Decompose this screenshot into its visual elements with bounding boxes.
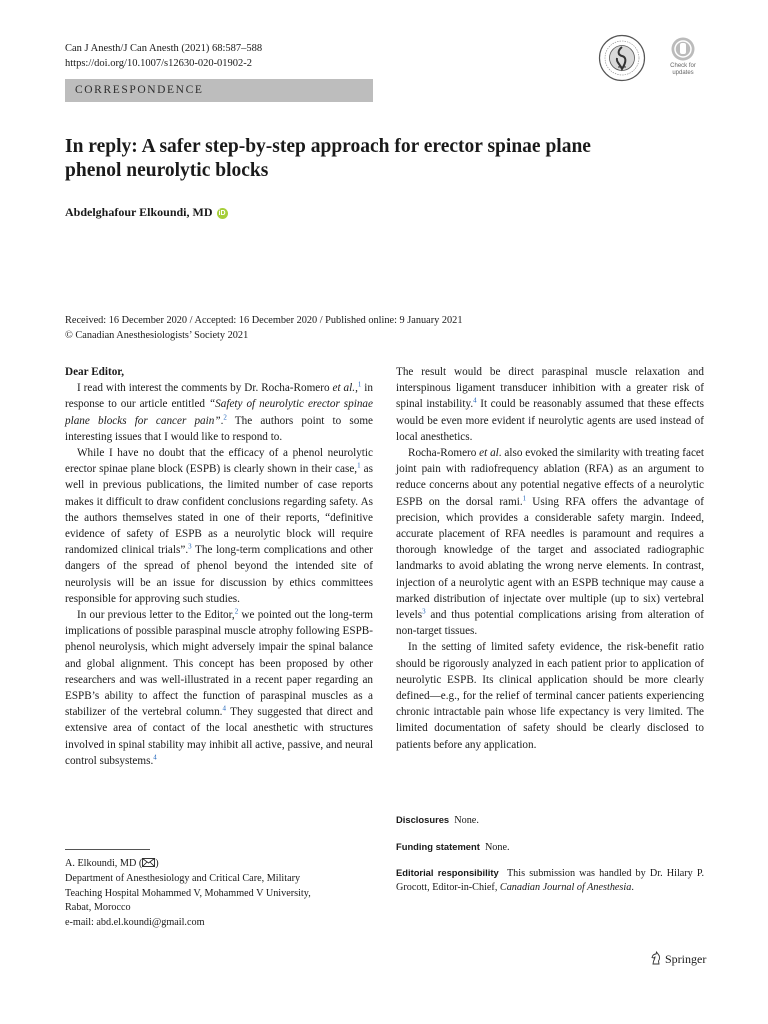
disclosures-label: Disclosures	[396, 814, 450, 825]
citation-ref[interactable]: 1	[357, 461, 361, 470]
citation-ref[interactable]: 4	[473, 396, 477, 405]
editorial-responsibility	[396, 866, 704, 895]
text: Rocha-Romero	[408, 447, 480, 460]
text: The result would be direct paraspinal muscle relaxation and interspinous ligament transducer inhibition with a greater risk of spinal instability.	[396, 366, 704, 411]
publisher-logo	[650, 951, 706, 967]
citation-ref[interactable]: 1	[522, 493, 527, 502]
affiliation-name-line	[65, 857, 375, 872]
running-header	[65, 41, 262, 71]
orcid-icon[interactable]: iD	[218, 210, 226, 217]
journal-name: Canadian Journal of Anesthesia	[499, 882, 632, 893]
text: The long-term complications and other dangers of the spread of phenol beyond the intended site of neurolysis will be an issue for discussion by ethics committees responsible for approving such studies.	[65, 544, 373, 605]
affiliation-line: Rabat, Morocco	[65, 902, 131, 914]
text: Using RFA offers the advantage of precision, which provides a considerable safety margin. Indeed, accurate placement of RFA needles is paramount and requires a thorough knowledge of the target and associated radiographic landmarks to avoid ablating the wrong nerve elements. In contrast, injection of a neurolytic agent with an ESPB technique may cause a marked distribution of injectate over multiple (up to six) vertebral levels	[396, 495, 705, 622]
paragraph-3	[65, 607, 373, 769]
citation-ref[interactable]: 3	[188, 542, 192, 551]
citation-ref[interactable]: 2	[223, 412, 227, 421]
author-affiliation	[65, 857, 375, 931]
left-column	[65, 364, 373, 769]
check-label-line1: Check for	[670, 63, 696, 69]
author-line	[65, 205, 228, 220]
doi-link[interactable]: https://doi.org/10.1007/s12630-020-01902-2	[65, 58, 253, 69]
paragraph-2	[65, 445, 373, 607]
text: and thus potential complications arising from alteration of non-target tissues.	[396, 609, 704, 638]
check-label-line2: updates	[672, 69, 694, 76]
text: et al	[479, 447, 499, 460]
text: et al.	[332, 382, 356, 395]
text: in response to our article entitled	[65, 382, 374, 411]
text: ,	[355, 382, 358, 395]
paragraph-5: In the setting of limited safety evidence, the risk-benefit ratio should be rigorously analyzed in each patient prior to application of neurolytic ESPB. Its clinical application should be more clearly defined—e.g., for the relief of terminal cancer patients experiencing chronic intractable pain whose life expectancy is very limited. The limited documentation of safety should be clearly disclosed to patients before any application.	[396, 641, 704, 751]
affiliation-name: A. Elkoundi, MD (	[65, 858, 143, 869]
disclosures-text: None.	[454, 815, 479, 826]
category-banner	[65, 79, 373, 102]
publisher-name: Springer	[665, 952, 707, 966]
envelope-icon[interactable]	[142, 858, 155, 867]
text: The authors point to some interesting issues that I would like to respond to.	[65, 414, 373, 443]
title-line-1: In reply: A safer step-by-step approach for erector spinae plane	[65, 136, 591, 157]
citation-ref[interactable]: 4	[222, 704, 226, 713]
disclosures	[396, 813, 704, 828]
text: )	[155, 858, 159, 869]
text: .	[631, 882, 634, 893]
citation-ref[interactable]: 2	[234, 607, 239, 616]
copyright-line: © Canadian Anesthesiologists’ Society 2021	[65, 329, 249, 341]
springer-knight-icon	[650, 951, 662, 965]
affiliation-line: Teaching Hospital Mohammed V, Mohammed V University,	[65, 887, 311, 899]
right-column	[396, 364, 704, 753]
editorial-label: Editorial responsibility	[396, 867, 499, 878]
text: as well in previous publications, the limited number of case reports makes it difficult to draw confident conclusions regarding safety. As the authors themselves stated in one of their reports, “definitive evidence of safety of ESPB as a neurolytic block will require randomized clinical trials”.	[65, 463, 373, 557]
affiliation-line: Department of Anesthesiology and Critical Care, Military	[65, 872, 301, 884]
article-title	[65, 135, 725, 183]
funding-text: None.	[484, 842, 510, 853]
funding-label: Funding statement	[396, 841, 480, 852]
society-seal-logo	[598, 34, 646, 82]
editorial-text: This submission was handled by Dr. Hilary P. Grocott, Editor-in-Chief,	[396, 868, 704, 893]
journal-citation: Can J Anesth/J Can Anesth (2021) 68:587–588	[65, 43, 263, 54]
funding-statement	[396, 840, 704, 855]
author-name: Abdelghafour Elkoundi, MD	[65, 205, 213, 219]
check-updates-icon	[664, 36, 702, 63]
text: It could be reasonably assumed that these effects would be even more evident if neurolytic agents are used instead of local anesthetics.	[396, 398, 704, 443]
text: While I have no doubt that the efficacy of a phenol neurolytic erector spinae plane block (ESPB) is clearly shown in their case,	[65, 447, 373, 476]
dates-line: Received: 16 December 2020 / Accepted: 16 December 2020 / Published online: 9 January 2021	[65, 315, 463, 326]
publication-dates	[65, 314, 462, 343]
citation-ref[interactable]: 4	[153, 753, 157, 762]
title-line-2: phenol neurolytic blocks	[65, 160, 269, 181]
check-updates-label	[664, 63, 702, 76]
text: .	[220, 414, 224, 427]
paragraph-1	[65, 380, 373, 445]
text: In our previous letter to the Editor,	[77, 609, 235, 622]
paragraph-4	[396, 445, 704, 639]
check-for-updates-badge[interactable]	[664, 36, 702, 86]
salutation-text: Dear Editor,	[65, 366, 125, 378]
text: we pointed out the long-term implications of possible paraspinal muscle atrophy following ESPB-phenol neurolysis, which might adversely impair the spinal balance and global alignment. This concept has been proposed by other researchers and was well-illustrated in a recent paper regarding an ESPB’s ability to affect the function of paraspinal muscles as a stabilizer of the vertebral column.	[65, 609, 373, 719]
citation-ref[interactable]: 1	[357, 380, 362, 389]
footnote-divider	[65, 849, 150, 850]
paragraph-3-continued	[396, 364, 704, 445]
author-email[interactable]: e-mail: abd.el.koundi@gmail.com	[65, 917, 205, 929]
text: I read with interest the comments by Dr. Rocha-Romero	[77, 382, 330, 395]
cited-title: “Safety of neurolytic erector spinae plane blocks for cancer pain”	[65, 398, 373, 427]
text: They suggested that direct and extensive area of contact of the local anesthetic with structures involved in spinal stability may inhibit all active, passive, and neural control subsystems.	[65, 706, 373, 767]
category-label: CORRESPONDENCE	[75, 84, 204, 96]
salutation	[65, 364, 373, 380]
citation-ref[interactable]: 3	[422, 607, 426, 616]
text: . also evoked the similarity with treating facet joint pain with radiofrequency ablation (RFA) as an argument to reduce concerns about any potential negative effects of a neurolytic ESPB on the dorsal rami.	[396, 447, 704, 508]
